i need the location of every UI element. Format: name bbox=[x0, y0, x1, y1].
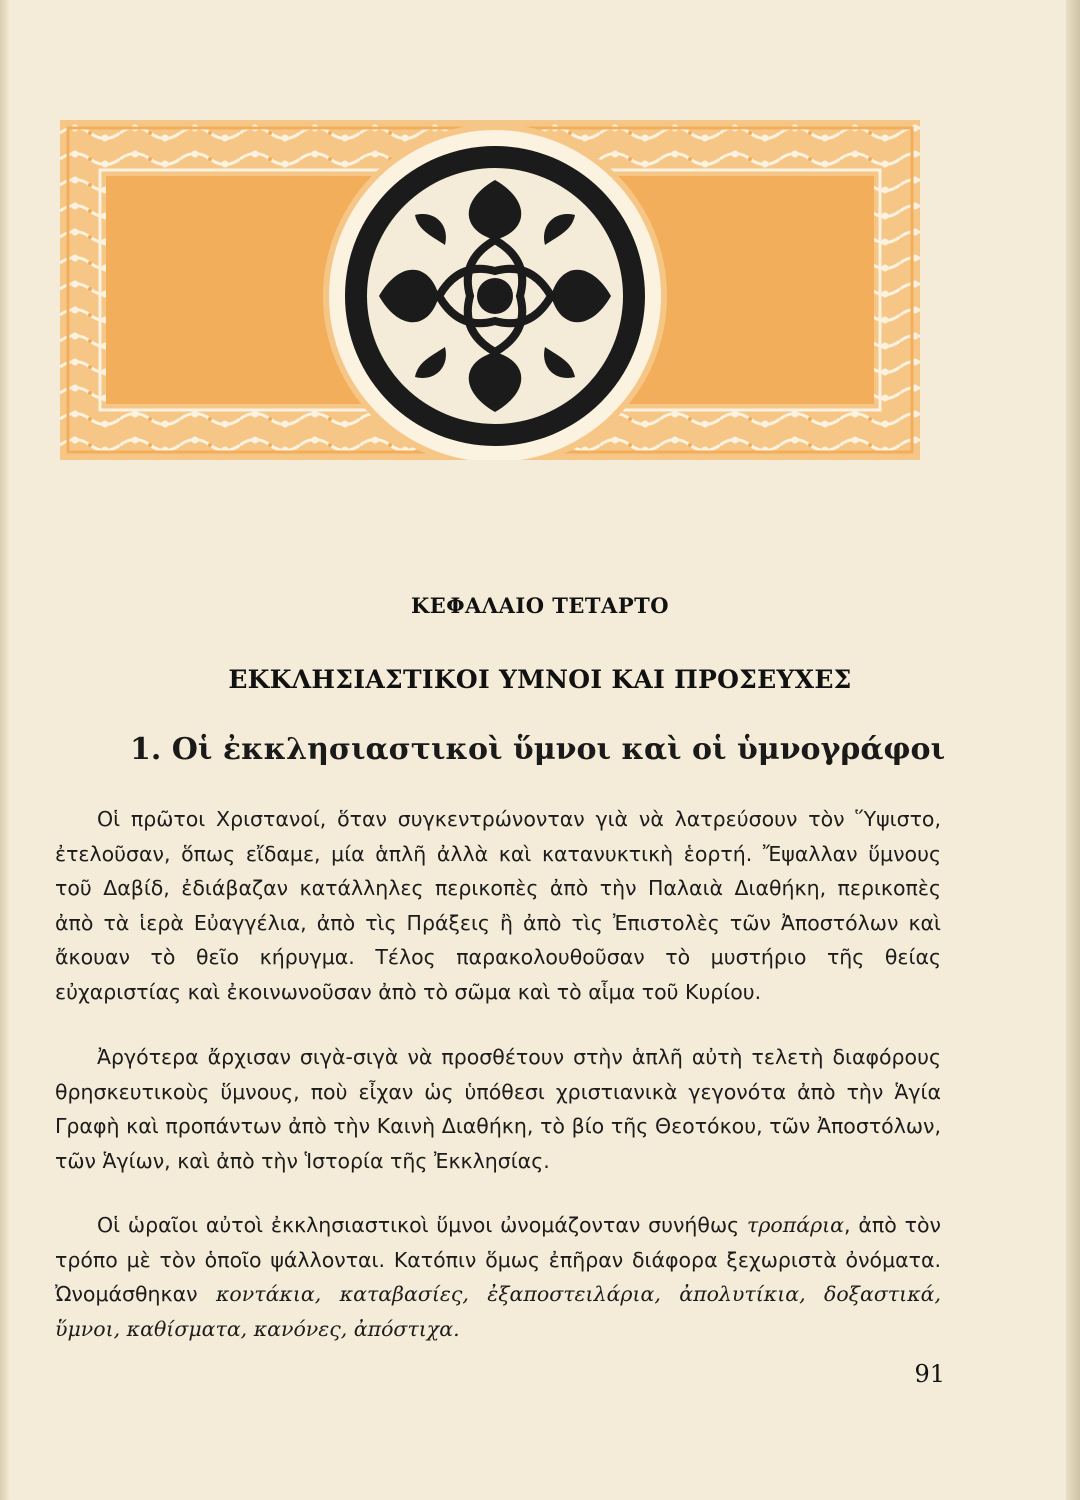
body-paragraph-2 bbox=[55, 1040, 941, 1178]
paragraph-segment: , ἀπὸ τὸν τρόπο μὲ τὸν ὁποῖο ψάλλονται. Κατόπιν ὅμως ἐπῆραν διάφορα ξεχωριστὰ ὀνόματα. Ὠνομάσθηκαν bbox=[55, 1213, 941, 1307]
chapter-ornament bbox=[60, 120, 920, 460]
body-paragraph-1 bbox=[55, 802, 941, 1010]
medallion-icon bbox=[323, 124, 667, 460]
paragraph-text: Οἱ πρῶτοι Χριστανοί, ὅταν συγκεντρώνονταν γιὰ νὰ λατρεύσουν τὸν Ὕψιστο, ἐτελοῦσαν, ὅπως εἴδαμε, μία ἁπλῆ ἀλλὰ καὶ κατανυκτικὴ ἑορτή. Ἔψαλλαν ὕμνους τοῦ Δαβίδ, ἐδιάβαζαν κατάλληλες περικοπὲς ἀπὸ τὴν Παλαιὰ Διαθήκη, περικοπὲς ἀπὸ τὰ ἱερὰ Εὐαγγέλια, ἀπὸ τὶς Πράξεις ἢ ἀπὸ τὶς Ἐπιστολὲς τῶν Ἀποστόλων καὶ ἄκουαν τὸ θεῖο κήρυγμα. Τέλος παρακολουθοῦσαν τὸ μυστήριο τῆς θείας εὐχαριστίας καὶ ἐκοινωνοῦσαν ἀπὸ τὸ σῶμα καὶ τὸ αἷμα τοῦ Κυρίου. bbox=[55, 807, 941, 1004]
chapter-title: ΕΚΚΛΗΣΙΑΣΤΙΚΟΙ ΥΜΝΟΙ ΚΑΙ ΠΡΟΣΕΥΧΕΣ bbox=[228, 665, 852, 694]
term-troparia: τροπάρια bbox=[747, 1213, 845, 1237]
page-edge-shadow bbox=[1066, 0, 1080, 1500]
hymn-types-list: κοντάκια, καταβασίες, ἐξαποστειλάρια, ἀπολυτίκια, δοξαστικά, ὕμνοι, καθίσματα, κανόνες, ἀπόστιχα. bbox=[55, 1282, 941, 1341]
section-title: 1. Οἱ ἐκκλησιαστικοὶ ὕμνοι καὶ οἱ ὑμνογράφοι bbox=[130, 732, 946, 767]
paragraph-text: Ἀργότερα ἄρχισαν σιγὰ-σιγὰ νὰ προσθέτουν στὴν ἁπλῆ αὐτὴ τελετὴ διαφόρους θρησκευτικοὺς ὕμνους, ποὺ εἶχαν ὡς ὑπόθεσι χριστιανικὰ γεγονότα ἀπὸ τὴν Ἁγία Γραφὴ καὶ προπάντων ἀπὸ τὴν Καινὴ Διαθήκη, τὸ βίο τῆς Θεοτόκου, τῶν Ἀποστόλων, τῶν Ἁγίων, καὶ ἀπὸ τὴν Ἱστορία τῆς Ἐκκλησίας. bbox=[55, 1045, 941, 1173]
paragraph-text bbox=[55, 1208, 941, 1346]
chapter-label: ΚΕΦΑΛΑΙΟ ΤΕΤΑΡΤΟ bbox=[410, 593, 670, 618]
body-paragraph-3 bbox=[55, 1208, 941, 1346]
page-gutter-shadow bbox=[0, 0, 10, 1500]
page-number: 91 bbox=[914, 1360, 945, 1388]
paragraph-segment: Οἱ ὡραῖοι αὐτοὶ ἐκκλησιαστικοὶ ὕμνοι ὠνομάζονταν συνήθως bbox=[97, 1213, 748, 1237]
